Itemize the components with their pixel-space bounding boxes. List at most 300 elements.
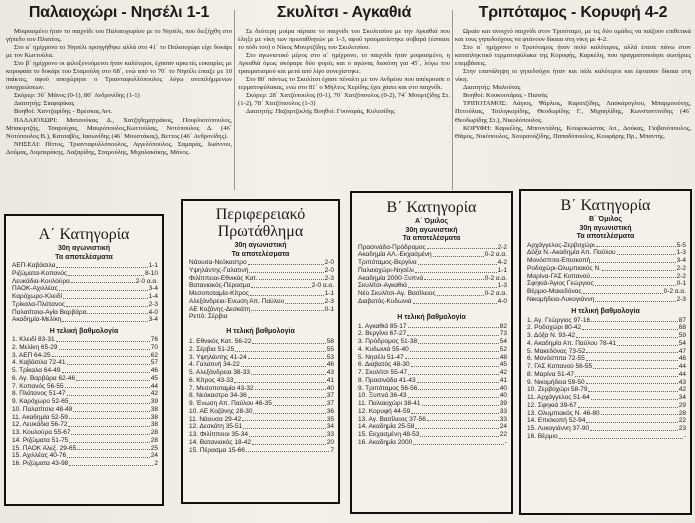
dot-leader (76, 375, 150, 381)
dot-leader (437, 290, 484, 296)
team-name: 2. Σέρβια 51-25 (189, 345, 235, 353)
dot-leader (408, 369, 499, 375)
team-points: 87 (678, 316, 686, 324)
standings-row (527, 371, 686, 379)
match-score: 2-3 (324, 297, 334, 305)
match-score: 0-2 α.α. (484, 251, 507, 259)
result-row (527, 288, 686, 296)
dot-leader (602, 265, 676, 271)
team-name: 16. Ακαδημία 2000 (358, 438, 413, 446)
team-points: 23 (678, 425, 686, 432)
team-points: - (504, 438, 507, 446)
match-score: 0-2 α.α. (484, 290, 507, 297)
article-scorers: Σκόρερ: 36΄ Μάνος (0-1), 80΄ Ανδρονίδης (1-1) (14, 92, 140, 100)
box-round: 30η αγωνιστική (58, 245, 110, 252)
team-points: 54 (499, 338, 507, 345)
standings-row (527, 355, 686, 363)
dot-leader (67, 452, 149, 458)
dot-leader (408, 323, 499, 329)
result-row (358, 251, 507, 259)
standings-row (358, 423, 507, 431)
standings-list (6, 336, 162, 468)
team-name: 15. ΠΑΟΚ Αλεξ. 29-65 (12, 444, 77, 452)
standings-row (358, 408, 507, 416)
dot-leader (559, 433, 683, 439)
result-row (527, 257, 686, 265)
match-name: Παλαιοχώρι-Νησέλι (358, 266, 414, 274)
team-name: 10. ΑΕ Κοζάνης 28-30 (189, 407, 253, 415)
team-name: 10. Παλατίτσια 48-48 (12, 405, 73, 413)
team-name: 1. Εθνικός Κατ. 56-22 (189, 338, 252, 345)
standings-row (189, 377, 334, 385)
result-row (358, 282, 507, 290)
dot-leader (56, 262, 147, 268)
team-points: 47 (678, 347, 686, 355)
article-referee: Διαιτητής: Μαλούτας (463, 84, 521, 92)
team-points: 38 (150, 413, 158, 421)
dot-leader (593, 363, 678, 369)
box-title-line1: Περιφερειακό (215, 206, 306, 223)
box-regional-championship (181, 199, 340, 504)
dot-leader (408, 392, 499, 398)
match-score: 1-3 (497, 282, 507, 290)
standings-row (358, 330, 507, 338)
team-points: 46 (150, 367, 158, 374)
article-lineup-away: ΝΗΣΕΛΙ: Πίττος, Τριανταφυλλόπουλος, Αγγελόπουλος, Σαμαράς, Ιωάννου, Δούμας, Λυμπεράκης, Λαζαρίδης, Σταμούλης, Μιχαλακάκης, Μάνος. (6, 140, 232, 156)
dot-leader (67, 359, 150, 365)
dot-leader (586, 379, 678, 385)
dot-leader (413, 439, 504, 445)
standings-row (12, 375, 158, 383)
team-name: 6. Μονόσπιτα 72-55 (527, 355, 585, 363)
dot-leader (586, 348, 677, 354)
match-score: 4-0 (148, 308, 158, 316)
standings-row (358, 346, 507, 354)
match-name: Πρασινάδα-Πρόδρομος (358, 243, 426, 251)
match-name: Σκυλίτσι-Αγκαθιά (358, 282, 407, 290)
box-group: Β΄ Όμιλος (588, 216, 623, 223)
result-row (189, 313, 334, 321)
result-row (12, 293, 158, 301)
team-name: 12. Λευκάδια 56-72 (12, 421, 68, 429)
match-name: ΑΕΠ-Καβάσιλα (12, 262, 56, 269)
standings-row (358, 400, 507, 408)
team-name: 10. Ζερβοχώρι 58-79 (527, 386, 588, 394)
standings-list (352, 323, 511, 447)
team-name: 5. Νησέλι 51-47 (358, 353, 404, 361)
box-round: 30η αγωνιστική (234, 242, 287, 249)
dot-leader (71, 278, 135, 284)
team-points: 70 (150, 343, 158, 351)
dot-leader (410, 346, 499, 352)
article-lineup-away: ΚΟΡΥΦΗ: Καρκέλης, Μπουντάλης, Κουφοκώστας Απ., Δούκας, Γιοβανόπουλος, Θάμος, Νικόπουλος, Χουρσούζίδης, Παπαδόπουλος, Κουφάρης Πρ., Μπαντής. (455, 124, 691, 140)
team-points: 24 (499, 423, 507, 431)
dot-leader (253, 408, 325, 414)
match-name: Μεσοποταμία-Κίτρος (189, 290, 249, 297)
result-row (358, 267, 507, 275)
standings-row (527, 332, 686, 340)
match-score: 0-1 (676, 280, 686, 288)
team-name: 12. Δεσκάτη 35-51 (189, 423, 243, 431)
team-points: 44 (678, 370, 686, 378)
box-b-category-group-a (350, 191, 513, 514)
team-name: 7. Μεσοποταμία 43-32 (189, 384, 254, 392)
team-points: 37 (326, 400, 334, 407)
dot-leader (77, 445, 150, 451)
result-row (358, 290, 507, 298)
dot-leader (591, 257, 675, 263)
standings-row (189, 447, 334, 455)
box-round: 30η αγωνιστική (579, 224, 632, 232)
standings-row (12, 429, 158, 437)
match-score: 0-2 α.α. (663, 288, 686, 295)
dot-leader (248, 259, 324, 265)
standings-row (358, 392, 507, 400)
team-points: 58 (326, 338, 334, 345)
result-row (189, 267, 334, 275)
standings-row (527, 425, 686, 433)
team-points: 25 (150, 444, 158, 452)
dot-leader (422, 400, 499, 406)
dot-leader (56, 336, 150, 342)
match-name: Φιλίππειοι-Εθνικός Κατ. (189, 274, 258, 282)
standings-row (189, 346, 334, 354)
result-row (12, 285, 158, 293)
team-points: 38 (150, 405, 158, 413)
match-score: 2-3 (676, 295, 686, 303)
team-points: 34 (326, 423, 334, 431)
match-score: 2-0 α.α. (311, 282, 334, 290)
team-name: 12. Κορυφή 44-59 (358, 407, 411, 415)
team-name: 3. Δόξα Ν. 93-42 (527, 332, 576, 339)
dot-leader (583, 288, 663, 294)
dot-leader (59, 285, 148, 291)
match-name: Δόξα Ν.-Ακαδημία Απ. Παύλου (527, 249, 616, 257)
match-name: Διαβατός-Κυδωνιά (358, 297, 412, 305)
team-points: 45 (499, 361, 507, 369)
team-name: 14. Βατανιακός 18-42 (189, 438, 251, 446)
dot-leader (415, 267, 497, 273)
team-name: 13. Αγ. Βασίλειος 37-56 (358, 415, 426, 423)
team-points: 35 (326, 415, 334, 423)
team-name: 8. Νεόκαστρο 34-36 (189, 392, 247, 400)
match-name: Αλεξάνδρεια-Ένωση Απ. Παύλου (189, 297, 285, 305)
article-title: Τριπόταμος - Κορυφή 4-2 (478, 4, 668, 21)
article-paragraph: Στο α΄ ημίχρονο ο Τριπόταμος ήταν πολύ καλύτερος, αλλά έπεσε πάνω στον καταπληκτικό τερματοφύλακα της Κορυφής, Καρκέλη, που πραγματοποίησε σωτήριες επεμβάσεις. (455, 44, 691, 68)
dot-leader (586, 355, 678, 361)
team-name: 7. Σκυλίτσι 55-47 (358, 369, 408, 376)
match-score: 0-1 (324, 305, 334, 313)
dot-leader (586, 417, 677, 423)
team-points: 22 (678, 417, 686, 425)
dot-leader (62, 316, 147, 322)
dot-leader (413, 298, 497, 304)
dot-leader (69, 398, 149, 404)
match-name: Νέο Σκυλίτσι-Αγ. Βασίλειος (358, 290, 436, 297)
match-score: 8-10 (144, 269, 158, 277)
article-title: Παλαιοχώρι - Νησέλι 1-1 (28, 4, 210, 21)
dot-leader (427, 416, 499, 422)
match-score: 1-4 (148, 293, 158, 300)
team-name: 3. ΑΕΠ 64-25 (12, 351, 51, 359)
team-points: 28 (150, 436, 158, 444)
match-name: ΑΕ Κοζάνης-Δεσκάτη (189, 305, 251, 313)
standings-row (358, 377, 507, 385)
box-table-label: Η τελική βαθμολογία (226, 328, 295, 335)
standings-row (189, 431, 334, 439)
match-name: Τριπόταμος-Βεργίνα (358, 259, 417, 266)
dot-leader (62, 367, 150, 373)
standings-row (527, 386, 686, 394)
article-tripotamos-koryfi (455, 4, 691, 141)
team-points: 33 (326, 431, 334, 438)
result-row (527, 280, 686, 288)
box-title: Β΄ Κατηγορία (386, 199, 477, 216)
dot-leader (249, 267, 323, 273)
team-name: 8. Πρασινάδα 41-43 (358, 376, 416, 384)
standings-row (12, 344, 158, 352)
team-name: 2. Μελίκη 65-29 (12, 343, 58, 351)
dot-leader (59, 344, 150, 350)
match-name: Αρχάγγελος-Ζερβοχώρι (527, 241, 595, 249)
match-score: 3-4 (676, 257, 686, 264)
dot-leader (248, 392, 326, 398)
team-points: 40 (499, 384, 507, 392)
dot-leader (234, 377, 325, 383)
team-points: 20 (326, 438, 334, 446)
match-name: Ακαδημία ΑΛ.-Εκχασμένη (358, 251, 432, 259)
team-name: 16. Ριζώματα 43-98 (12, 460, 69, 467)
results-list (521, 242, 690, 304)
standings-row (189, 354, 334, 362)
result-row (527, 249, 686, 257)
article-palaioxori-niseli (6, 4, 232, 157)
article-paragraph: Στο α΄ ημίχρονο το Νησέλι προηγήθηκε αλλά στο 41΄ το Παλαιοχώρι είχε δοκάρι με τον Κωττούλα. (6, 44, 232, 60)
team-points: 36 (326, 407, 334, 415)
dot-leader (591, 273, 676, 279)
team-points: 82 (499, 322, 507, 330)
dot-leader (68, 421, 149, 427)
dot-leader (285, 298, 324, 304)
team-name: 9. Ένωση Απ. Παύλου 46-35 (189, 400, 272, 407)
team-points: 46 (326, 361, 334, 369)
article-lineup-home: ΠΑΛΑΙΟΧΩΡΙ: Ματσούκας Δ., Χατζηδημητράκος, Πουρλιοτόπουλος, Μπακιρτζής, Τσαρούχας, Μαυρόπουλος,Κωττούλας, Νοτόπουλος Δ. (46΄ Νοτόπουλος Β.), Κατσαβός, Ιασωνίδης (46΄ Μουστάκας), Βεττος (46΄ Ανδρονίδης). (6, 116, 232, 140)
dot-leader (578, 402, 678, 408)
team-points: 68 (678, 324, 686, 332)
standings-row (527, 340, 686, 348)
dot-leader (66, 301, 148, 307)
result-row (527, 265, 686, 273)
article-assistants: Βοηθοί: Κουκουτάρας - Πισσάς (463, 92, 548, 100)
result-row (358, 259, 507, 267)
team-points: 33 (499, 407, 507, 415)
match-name: Σφηκιά-Άγιος Γεώργιος (527, 280, 594, 288)
dot-leader (248, 354, 326, 360)
team-name: 1. Αγ. Γεώργιος 97-16 (527, 316, 591, 324)
team-points: 33 (499, 415, 507, 423)
standings-row (12, 452, 158, 460)
article-referee: Διαιτητής: Παζαρτζικλής Βοηθοί: Γουναράς, Κολεσίδης (246, 108, 395, 116)
dot-leader (67, 390, 150, 396)
team-points: 29 (678, 401, 686, 409)
standings-row (189, 361, 334, 369)
match-name: Μονόσπιτα-Επισκοπή (527, 257, 591, 264)
team-name: 12. Σφηκιά 39-67 (527, 401, 577, 409)
dot-leader (420, 431, 498, 437)
column-divider (452, 10, 453, 190)
dot-leader (427, 244, 497, 250)
team-name: 8. Πλάτανος 51-47 (12, 390, 66, 398)
dot-leader (576, 332, 678, 338)
column-divider (234, 10, 235, 190)
team-points: 42 (150, 390, 158, 398)
team-points: 46 (678, 355, 686, 363)
dot-leader (588, 386, 677, 392)
dot-leader (250, 290, 324, 296)
box-title: Β΄ Κατηγορία (560, 197, 651, 214)
team-points: 28 (150, 429, 158, 436)
standings-row (189, 408, 334, 416)
match-score: 2-0 (324, 266, 334, 274)
team-name: 7. ΓΑΣ Κοπανού 56-55 (527, 363, 593, 370)
team-points: 57 (150, 359, 158, 367)
dot-leader (71, 429, 149, 435)
team-points: 45 (150, 374, 158, 382)
team-name: 2. Ροδοχώρι 80-42 (527, 324, 582, 332)
result-row (358, 298, 507, 306)
team-name: 5. Τρίκαλα 64-49 (12, 367, 61, 374)
team-points: 39 (499, 400, 507, 407)
dot-leader (433, 251, 484, 257)
team-points: 37 (326, 392, 334, 400)
box-table-label: Η τελική βαθμολογία (397, 313, 466, 321)
result-row (12, 262, 158, 270)
dot-leader (235, 346, 326, 352)
match-name: Ακαδημία 2000-Ξυπνά (358, 274, 424, 282)
standings-row (12, 367, 158, 375)
dot-leader (255, 385, 326, 391)
team-name: 14. Επισκοπή 52-94 (527, 417, 586, 425)
article-skylitsi-agkathia (238, 4, 450, 117)
match-score: 4-2 (497, 259, 507, 266)
standings-row (527, 394, 686, 402)
match-name: Λευκάδια-Κουλούρα (12, 277, 70, 285)
team-name: 8. Μαρίνα 51-47 (527, 370, 574, 378)
article-paragraph: Σε δεύτερη μοίρα πέρασε το παιχνίδι του Σκυλιτσίου με την Αγκαθιά που έληξε με νίκη των πρωταθλητών με 1-3, αφού τραυματίστηκε σοβαρά (έσπασε το πόδι του) ο Νίκος Μουρτζίδης του Σκυλιτσίου. (238, 28, 450, 52)
standings-row (12, 359, 158, 367)
team-points: 28 (678, 409, 686, 417)
team-points: 43 (326, 369, 334, 376)
team-name: 5. Αλεξάνδρεια 38-33 (189, 369, 250, 376)
team-name: 11. Νάουσα 29-42 (189, 415, 242, 423)
match-score: 2-2 (676, 264, 686, 272)
team-name: 15. Λυκογιάννη 37-90 (527, 425, 590, 432)
match-name: ΠΑΟΚ-Αχιλλέας (12, 285, 58, 293)
dot-leader (596, 242, 676, 248)
match-score: 2-0 (324, 259, 334, 266)
team-points: 76 (150, 336, 158, 343)
match-name: Βέρμιο-Μακεδόνας (527, 288, 582, 295)
box-results-label: Τα αποτελέσματα (576, 233, 635, 240)
match-score: 1-1 (497, 266, 507, 274)
team-name: 5. Μακεδόνας 73-52 (527, 347, 586, 355)
dot-leader (617, 249, 676, 255)
match-name: Νάουσα-Νεόκαστρο (189, 259, 247, 266)
article-paragraph: Ωραίο και ανοιχτό παιχνίδι στον Τριπόταμο, με τις δύο ομάδες να παίζουν επιθετικά και τους γηπεδούχους να φτάνουν δίκαια στη νίκη με 4-2. (455, 28, 691, 44)
match-score: 2-0 α.α. (135, 277, 158, 285)
dot-leader (87, 309, 147, 315)
standings-row (527, 433, 686, 441)
standings-row (12, 336, 158, 344)
box-b-category-group-b (519, 189, 692, 515)
team-points: 39 (150, 398, 158, 405)
match-score: 4-0 (497, 297, 507, 305)
standings-row (358, 369, 507, 377)
dot-leader (68, 270, 144, 276)
box-a-category (4, 214, 164, 506)
team-points: 22 (499, 431, 507, 438)
team-points: 43 (678, 378, 686, 386)
dot-leader (69, 460, 153, 466)
team-points: 40 (499, 392, 507, 400)
match-score: 1-1 (324, 290, 334, 297)
standings-row (527, 417, 686, 425)
dot-leader (591, 317, 678, 323)
dot-leader (590, 425, 678, 431)
team-name: 13. Φιλίππειοι 35-34 (189, 431, 248, 438)
dot-leader (424, 275, 484, 281)
dot-leader (65, 383, 150, 389)
box-title: Α΄ Κατηγορία (38, 226, 130, 243)
team-name: 13. Ολυμπιακός Ν. 46-80 (527, 409, 600, 417)
team-name: 15. Αχιλλέας 40-76 (12, 452, 67, 460)
dot-leader (408, 282, 497, 288)
dot-leader (415, 423, 498, 429)
dot-leader (417, 377, 499, 383)
standings-row (358, 338, 507, 346)
dot-leader (418, 259, 497, 265)
match-name: Παλατίτσια-Αγία Βαρβάρα (12, 308, 87, 316)
match-score: 2-3 (324, 274, 334, 282)
standings-row (358, 431, 507, 439)
match-score: 1-3 (676, 249, 686, 257)
dot-leader (617, 340, 678, 346)
match-name: Ακαδημία-Μελίκη (12, 316, 62, 324)
dot-leader (251, 369, 326, 375)
team-name: 15. Εκχασμένη 48-53 (358, 431, 420, 438)
dot-leader (418, 338, 499, 344)
box-results-label: Τα αποτελέσματα (402, 235, 461, 242)
standings-row (189, 369, 334, 377)
dot-leader (242, 416, 326, 422)
team-name: 13. Κουλούρα 55-67 (12, 429, 71, 436)
dot-leader (259, 275, 324, 281)
standings-row (189, 392, 334, 400)
match-score: 2-2 (497, 243, 507, 251)
team-points: 38 (150, 421, 158, 429)
match-score: 2-3 (148, 300, 158, 308)
dot-leader (575, 371, 678, 377)
article-paragraph: Στο αγωνιστικό μέρος στο α΄ ημίχρονο, το παιχνίδι ήταν μοιρασμένο, η Αγκαθιά όμως σκόραρε δύο φορές και ο αγώνας διεκόπη για 45΄, λόγω του τραυματισμού και μετά από λίγο συνεχίστηκε. (238, 52, 450, 76)
dot-leader (69, 437, 149, 443)
team-name: 9. Νικομήδεια 59-50 (527, 378, 585, 386)
match-score: 2-2 (676, 272, 686, 280)
results-list (183, 259, 338, 321)
article-scorers: Σκόρερ: 28΄ Χατζόπουλος (0-1), 70΄ Χατζόπουλος (0-2), 74΄ Μουρτζίδης Στ. (1-2), 78΄ Χατζόπουλος (1-3) (238, 92, 450, 108)
team-points: 40 (326, 384, 334, 392)
team-points: - (683, 432, 686, 440)
team-points: 44 (678, 363, 686, 370)
